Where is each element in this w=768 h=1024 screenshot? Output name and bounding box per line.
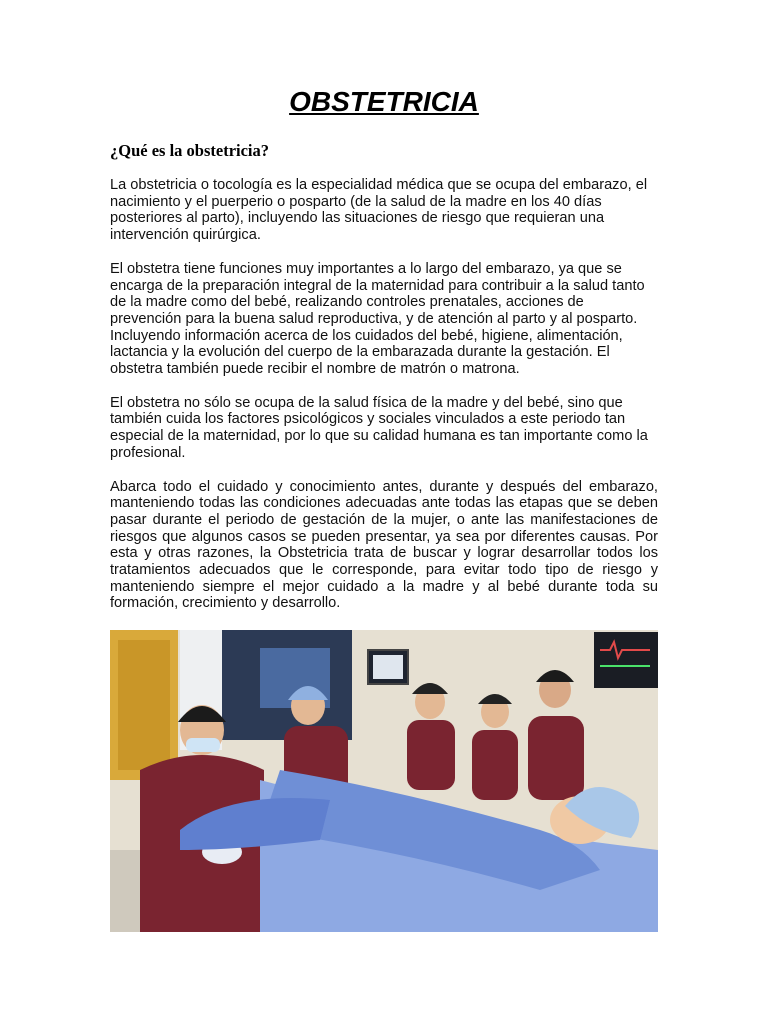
paragraph-1: La obstetricia o tocología es la especialidad médica que se ocupa del embarazo, el nacimiento y el puerperio o posparto (de la salud de la madre en los 40 días posteriores al parto), incluyendo las situaciones de riesgo que requieran una intervención quirúrgica. [110, 177, 648, 244]
paragraph-3: El obstetra no sólo se ocupa de la salud física de la madre y del bebé, sino que también cuida los factores psicológicos y sociales vinculados a este periodo tan especial de la maternidad, por lo que su calidad humana es tan importante como la profesional. [110, 394, 648, 461]
page-title: OBSTETRICIA [289, 86, 479, 117]
document-body [110, 177, 658, 629]
paragraph-2: El obstetra tiene funciones muy importantes a lo largo del embarazo, ya que se encarga de la preparación integral de la maternidad para contribuir a la salud tanto de la madre como del bebé, realizando controles prenatales, acciones de prevención para la buena salud reproductiva, y de atención al parto y al posparto. Incluyendo información acerca de los cuidados del bebé, higiene, alimentación, lactancia y la evolución del cuerpo de la embarazada durante la gestación. El obstetra también puede recibir el nombre de matrón o matrona. [110, 260, 645, 378]
vital-signs-monitor [594, 632, 658, 688]
section-heading: ¿Qué es la obstetricia? [110, 141, 270, 160]
obstetrics-training-photo [110, 630, 658, 932]
paragraph-4: Abarca todo el cuidado y conocimiento antes, durante y después del embarazo, manteniendo todas las condiciones adecuadas ante todas las etapas que se deben pasar durante el periodo de gestación de la mujer, o ante las manifestaciones de riesgos que algunos casos se pueden presentar, ya sea por diferentes causas. Por esta y otras razones, la Obstetricia trata de buscar y lograr desarrollar todos los tratamientos adecuados que le corresponde, para evitar todo tipo de riesgo y manteniendo siempre el mejor cuidado a la madre y al bebé durante toda su formación, crecimiento y desarrollo. [110, 478, 658, 612]
photo-illustration [110, 630, 658, 932]
